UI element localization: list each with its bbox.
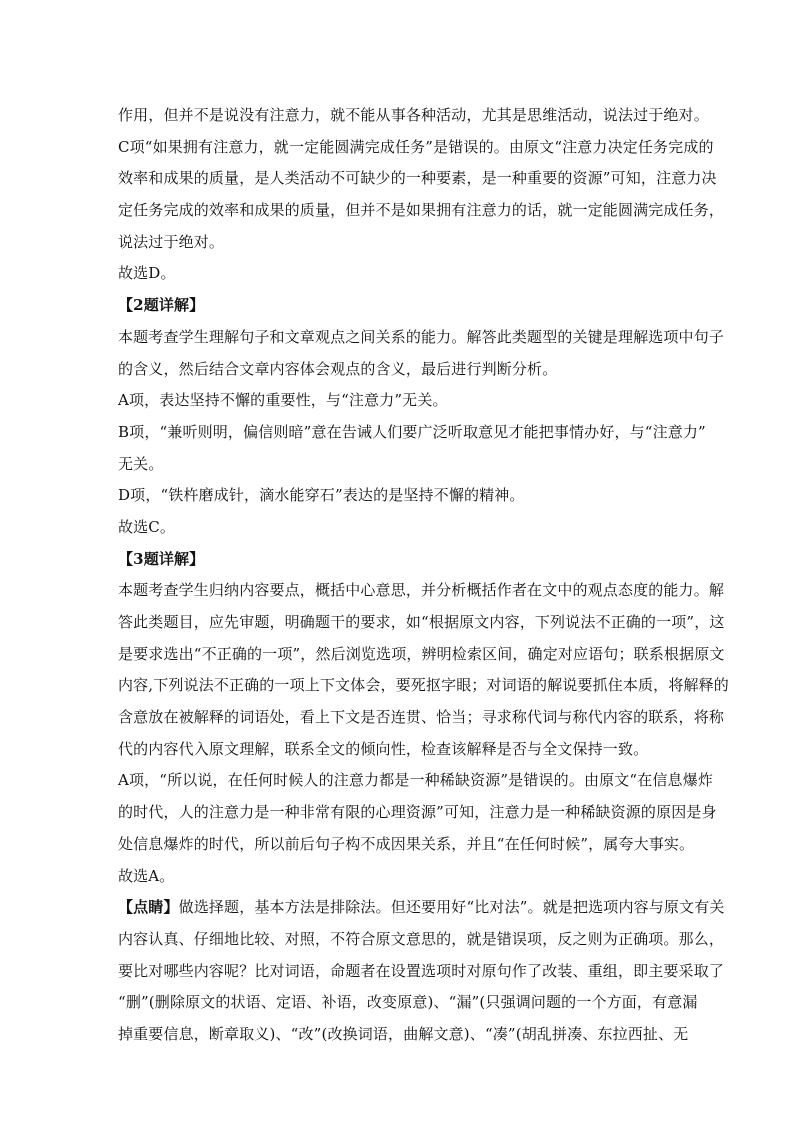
text-line: 故选A。 bbox=[118, 866, 175, 885]
text-line: 无关。 bbox=[118, 454, 164, 473]
text-line: 掉重要信息，断章取义)、“改”(改换词语，曲解文意)、“凑”(胡乱拼凑、东拉西扯、无 bbox=[118, 1024, 689, 1043]
dianjing-label: 【点睛】 bbox=[118, 898, 179, 917]
dianjing-line bbox=[118, 892, 725, 924]
text-line: 本题考查学生归纳内容要点，概括中心意思，并分析概括作者在文中的观点态度的能力。解 bbox=[118, 581, 725, 600]
text-line: A项，“所以说，在任何时候人的注意力都是一种稀缺资源”是错误的。由原文“在信息爆炸 bbox=[118, 771, 713, 790]
text-line: D项，“铁杵磨成针，滴水能穿石”表达的是坚持不懈的精神。 bbox=[118, 486, 525, 505]
text-line: 说法过于绝对。 bbox=[118, 232, 225, 251]
text-line: 定任务完成的效率和成果的质量，但并不是如果拥有注意力的话，就一定能圆满完成任务， bbox=[118, 201, 725, 220]
text-line: 是要求选出“不正确的一项”，然后浏览选项，辨明检索区间，确定对应语句；联系根据原文 bbox=[118, 644, 725, 663]
text-line: 含意放在被解释的词语处，看上下文是否连贯、恰当；寻求称代词与称代内容的联系，将称 bbox=[118, 708, 725, 727]
text-line: 本题考查学生理解句子和文章观点之间关系的能力。解答此类题型的关键是理解选项中句子 bbox=[118, 327, 725, 346]
text-line: 的含义，然后结合文章内容体会观点的含义，最后进行判断分析。 bbox=[118, 359, 558, 378]
text-line: 内容,下列说法不正确的一项上下文体会，要死抠字眼；对词语的解说要抓住本质，将解释的 bbox=[118, 676, 729, 695]
text-line: 的时代，人的注意力是一种非常有限的心理资源”可知，注意力是一种稀缺资源的原因是身 bbox=[118, 803, 717, 822]
text-line: 要比对哪些内容呢？比对词语，命题者在设置选项时对原句作了改装、重组，即主要采取了 bbox=[118, 961, 725, 980]
section-heading: 【3题详解】 bbox=[118, 549, 205, 568]
text-line: 效率和成果的质量，是人类活动不可缺少的一种要素，是一种重要的资源”可知，注意力决 bbox=[118, 169, 717, 188]
dianjing-text: 做选择题，基本方法是排除法。但还要用好“比对法”。就是把选项内容与原文有关 bbox=[178, 898, 725, 917]
text-line: 故选C。 bbox=[118, 517, 176, 536]
text-line: A项，表达坚持不懈的重要性，与“注意力”无关。 bbox=[118, 391, 448, 410]
text-line: 作用，但并不是说没有注意力，就不能从事各种活动，尤其是思维活动，说法过于绝对。 bbox=[118, 106, 709, 124]
text-line: 代的内容代入原文理解，联系全文的倾向性，检查该解释是否与全文保持一致。 bbox=[118, 739, 649, 758]
text-line: 答此类题目，应先审题，明确题干的要求，如“根据原文内容，下列说法不正确的一项”，这 bbox=[118, 613, 725, 631]
text-line: 故选D。 bbox=[118, 264, 176, 283]
section-heading: 【2题详解】 bbox=[118, 296, 205, 315]
document-page bbox=[118, 100, 729, 1051]
text-line: 内容认真、仔细地比较、对照，不符合原文意思的，就是错误项，反之则为正确项。那么， bbox=[118, 929, 725, 948]
text-line: C项“如果拥有注意力，就一定能圆满完成任务”是错误的。由原文“注意力决定任务完成的 bbox=[118, 137, 714, 156]
text-line: 处信息爆炸的时代，所以前后句子构不成因果关系，并且“在任何时候”，属夸大事实。 bbox=[118, 834, 695, 853]
text-line: B项，“兼听则明，偏信则暗”意在告诫人们要广泛听取意见才能把事情办好，与“注意力” bbox=[118, 422, 706, 441]
text-line: “删”(删除原文的状语、定语、补语，改变原意)、“漏”(只强调问题的一个方面，有意漏 bbox=[118, 993, 698, 1012]
